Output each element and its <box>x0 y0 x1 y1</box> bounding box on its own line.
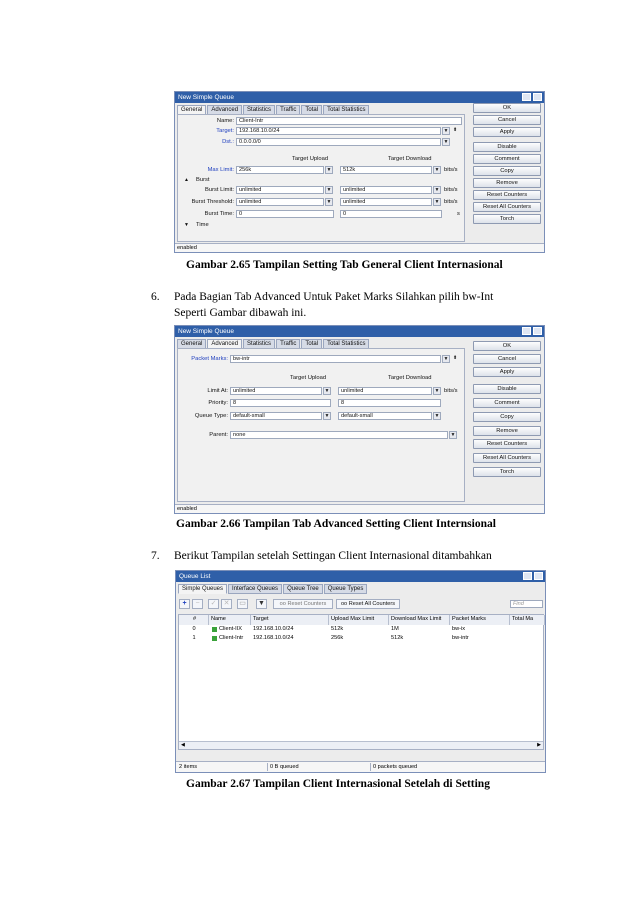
row-target: 192.168.10.0/24 <box>253 635 294 641</box>
form-panel <box>177 348 465 502</box>
target-upload-header: Target Upload <box>290 375 327 381</box>
minimize-button[interactable] <box>522 93 531 101</box>
packet-marks-field[interactable]: bw-intr <box>230 355 441 363</box>
priority-label: Priority: <box>208 400 228 406</box>
row-number: 0 <box>192 626 196 632</box>
filter-icon[interactable]: ▼ <box>256 599 267 609</box>
max-limit-download-field[interactable]: 512k <box>340 166 432 174</box>
limit-at-label: Limit At: <box>207 388 228 394</box>
step-6-number: 6. <box>151 291 160 303</box>
row-upload: 256k <box>331 635 344 641</box>
burst-limit-download-field[interactable]: unlimited <box>340 186 432 194</box>
row-marks: bw-intr <box>452 635 469 641</box>
target-download-header: Target Download <box>388 156 432 162</box>
cancel-button[interactable]: Cancel <box>473 354 541 364</box>
limit-at-unit: bits/s <box>444 388 458 394</box>
limit-at-upload-field[interactable]: unlimited <box>230 387 322 395</box>
window-title: Queue List <box>176 571 545 582</box>
status-bar <box>176 761 545 772</box>
step-6-text-line1: Pada Bagian Tab Advanced Untuk Paket Marks Silahkan pilih bw-Int <box>174 291 494 303</box>
add-icon[interactable]: + <box>179 599 190 609</box>
row-number: 1 <box>192 635 196 641</box>
horizontal-scrollbar[interactable] <box>179 741 543 749</box>
col-header-download-max-limit[interactable]: Download Max Limit <box>389 615 450 625</box>
burst-limit-unit: bits/s <box>444 187 458 193</box>
tab-total[interactable]: Total <box>301 105 322 115</box>
col-header-total-max[interactable]: Total Ma <box>510 615 545 625</box>
ok-button[interactable]: OK <box>473 103 541 113</box>
burst-threshold-upload-field[interactable]: unlimited <box>236 198 324 206</box>
burst-threshold-download-dropdown-icon[interactable]: ▼ <box>434 199 440 205</box>
step-7-text-line1: Berikut Tampilan setelah Settingan Client Internasional ditambahkan <box>174 550 492 562</box>
queue-icon <box>212 636 217 641</box>
parent-label: Parent: <box>209 432 228 438</box>
ok-button[interactable]: OK <box>473 341 541 351</box>
row-target: 192.168.10.0/24 <box>253 626 294 632</box>
apply-button[interactable]: Apply <box>473 127 541 137</box>
dst-field[interactable]: 0.0.0.0/0 <box>236 138 441 146</box>
tab-traffic[interactable]: Traffic <box>276 105 300 115</box>
packet-marks-label: Packet Marks: <box>191 356 228 362</box>
reset-counters-button[interactable]: Reset Counters <box>473 190 541 200</box>
status-items: 2 items <box>179 764 198 770</box>
burst-threshold-upload-dropdown-icon[interactable]: ▼ <box>326 199 332 205</box>
new-simple-queue-window-general <box>174 91 545 253</box>
reset-all-counters-button[interactable]: Reset All Counters <box>473 202 541 212</box>
col-header-name[interactable]: Name <box>209 615 251 625</box>
remove-button[interactable]: Remove <box>473 426 541 436</box>
window-title: New Simple Queue <box>175 92 544 103</box>
tab-statistics[interactable]: Statistics <box>243 339 275 349</box>
target-field[interactable]: 192.168.10.0/24 <box>236 127 441 135</box>
col-header-target[interactable]: Target <box>251 615 329 625</box>
max-limit-upload-field[interactable]: 256k <box>236 166 324 174</box>
burst-time-label: Burst Time: <box>204 211 234 217</box>
queue-type-upload-field[interactable]: default-small <box>230 412 322 420</box>
tab-advanced[interactable]: Advanced <box>207 105 242 115</box>
caption-figure-2-66: Gambar 2.66 Tampilan Tab Advanced Setting Client Internsional <box>176 518 496 530</box>
burst-collapse-icon[interactable]: ▲ <box>184 177 189 183</box>
tab-advanced[interactable]: Advanced <box>207 339 242 349</box>
table-row[interactable] <box>179 625 545 634</box>
reset-all-counters-icon: oo <box>340 601 348 607</box>
disable-button[interactable]: Disable <box>473 142 541 152</box>
caption-figure-2-67: Gambar 2.67 Tampilan Client Internasional Setelah di Setting <box>186 778 490 790</box>
packet-marks-dropdown-icon[interactable]: ▼ <box>443 356 449 362</box>
burst-time-download-field[interactable]: 0 <box>340 210 442 218</box>
step-6-text-line2: Seperti Gambar dibawah ini. <box>174 307 307 319</box>
reset-counters-label: Reset Counters <box>287 601 327 607</box>
max-limit-unit: bits/s <box>444 167 458 173</box>
reset-counters-button[interactable]: Reset Counters <box>473 439 541 449</box>
table-row[interactable] <box>179 634 545 643</box>
remove-icon[interactable]: − <box>192 599 203 609</box>
queue-type-download-dropdown-icon[interactable]: ▼ <box>434 413 440 419</box>
close-button[interactable] <box>534 572 543 580</box>
form-panel <box>177 114 465 242</box>
burst-limit-label: Burst Limit: <box>205 187 234 193</box>
col-header-packet-marks[interactable]: Packet Marks <box>450 615 510 625</box>
queue-type-upload-dropdown-icon[interactable]: ▼ <box>324 413 330 419</box>
remove-button[interactable]: Remove <box>473 178 541 188</box>
priority-download-field[interactable]: 8 <box>338 399 441 407</box>
window-title: New Simple Queue <box>175 326 544 337</box>
status-bar: enabled <box>175 504 544 513</box>
row-name: Client-IIX <box>219 626 243 632</box>
tab-queue-types[interactable]: Queue Types <box>324 584 368 594</box>
toolbar <box>178 598 544 611</box>
row-download: 1M <box>391 626 399 632</box>
close-button[interactable] <box>533 93 542 101</box>
target-label: Target: <box>216 128 234 134</box>
burst-section-label: Burst <box>196 177 210 183</box>
col-header-upload-max-limit[interactable]: Upload Max Limit <box>329 615 389 625</box>
max-limit-upload-dropdown-icon[interactable]: ▼ <box>326 167 332 173</box>
queue-type-download-field[interactable]: default-small <box>338 412 432 420</box>
new-simple-queue-window-advanced <box>174 325 545 514</box>
queue-table <box>178 614 544 750</box>
tab-total-statistics[interactable]: Total Statistics <box>323 105 369 115</box>
max-limit-label: Max Limit: <box>207 167 234 173</box>
apply-button[interactable]: Apply <box>473 367 541 377</box>
status-packets: 0 packets queued <box>370 763 417 771</box>
disable-button[interactable]: Disable <box>473 384 541 394</box>
row-upload: 512k <box>331 626 344 632</box>
reset-counters-button[interactable] <box>273 599 333 609</box>
name-label: Name: <box>216 118 234 124</box>
tab-total-statistics[interactable]: Total Statistics <box>323 339 369 349</box>
enable-icon[interactable]: ✓ <box>208 599 219 609</box>
queue-icon <box>212 627 217 632</box>
minimize-button[interactable] <box>523 572 532 580</box>
row-marks: bw-ix <box>452 626 466 632</box>
parent-dropdown-icon[interactable]: ▼ <box>450 432 456 438</box>
target-dropdown-icon[interactable]: ▼ <box>443 128 449 134</box>
burst-limit-download-dropdown-icon[interactable]: ▼ <box>434 187 440 193</box>
tab-simple-queues[interactable]: Simple Queues <box>178 584 227 594</box>
burst-time-unit: s <box>457 211 460 217</box>
close-button[interactable] <box>533 327 542 335</box>
limit-at-upload-dropdown-icon[interactable]: ▼ <box>324 388 330 394</box>
comment-button[interactable]: Comment <box>473 154 541 164</box>
dst-label: Dst.: <box>222 139 234 145</box>
burst-threshold-label: Burst Threshold: <box>191 199 234 205</box>
parent-field[interactable]: none <box>230 431 448 439</box>
comment-icon[interactable]: ▭ <box>237 599 248 609</box>
minimize-button[interactable] <box>522 327 531 335</box>
target-upload-header: Target Upload <box>292 156 329 162</box>
reset-all-counters-button[interactable]: Reset All Counters <box>473 453 541 463</box>
comment-button[interactable]: Comment <box>473 398 541 408</box>
cancel-button[interactable]: Cancel <box>473 115 541 125</box>
disable-icon[interactable]: ✕ <box>221 599 232 609</box>
col-header-number[interactable]: # <box>179 615 209 625</box>
burst-limit-upload-dropdown-icon[interactable]: ▼ <box>326 187 332 193</box>
burst-threshold-download-field[interactable]: unlimited <box>340 198 432 206</box>
tab-queue-tree[interactable]: Queue Tree <box>283 584 323 594</box>
row-name: Client-Intr <box>219 635 244 641</box>
status-bar: enabled <box>175 243 544 252</box>
priority-upload-field[interactable]: 8 <box>230 399 331 407</box>
scroll-right-icon[interactable]: ▶ <box>537 742 541 748</box>
caption-figure-2-65: Gambar 2.65 Tampilan Setting Tab General Client Internasional <box>186 259 503 271</box>
tab-traffic[interactable]: Traffic <box>276 339 300 349</box>
burst-threshold-unit: bits/s <box>444 199 458 205</box>
name-field[interactable]: Client-Intr <box>236 117 462 125</box>
updown-icon[interactable]: ⬍ <box>453 127 458 133</box>
dst-dropdown-icon[interactable]: ▼ <box>443 139 449 145</box>
max-limit-download-dropdown-icon[interactable]: ▼ <box>434 167 440 173</box>
queue-type-label: Queue Type: <box>194 413 228 419</box>
queue-list-window <box>175 570 546 773</box>
find-input[interactable]: Find <box>510 600 543 608</box>
time-expand-icon[interactable]: ▼ <box>184 222 189 228</box>
scroll-left-icon[interactable]: ◀ <box>181 742 185 748</box>
updown-icon[interactable]: ⬍ <box>453 355 458 361</box>
tab-total[interactable]: Total <box>301 339 322 349</box>
torch-button[interactable]: Torch <box>473 467 541 477</box>
target-download-header: Target Download <box>388 375 432 381</box>
tab-interface-queues[interactable]: Interface Queues <box>228 584 282 594</box>
limit-at-download-field[interactable]: unlimited <box>338 387 432 395</box>
torch-button[interactable]: Torch <box>473 214 541 224</box>
copy-button[interactable]: Copy <box>473 412 541 422</box>
burst-limit-upload-field[interactable]: unlimited <box>236 186 324 194</box>
row-download: 512k <box>391 635 404 641</box>
reset-all-counters-button[interactable] <box>336 599 400 609</box>
tab-general[interactable]: General <box>177 339 206 349</box>
time-section-label: Time <box>196 222 209 228</box>
burst-time-upload-field[interactable]: 0 <box>236 210 334 218</box>
limit-at-download-dropdown-icon[interactable]: ▼ <box>434 388 440 394</box>
tab-general[interactable]: General <box>177 105 206 115</box>
tab-statistics[interactable]: Statistics <box>243 105 275 115</box>
copy-button[interactable]: Copy <box>473 166 541 176</box>
step-7-number: 7. <box>151 550 160 562</box>
reset-counters-icon: oo <box>279 601 286 607</box>
reset-all-counters-label: Reset All Counters <box>348 601 396 607</box>
status-bytes: 0 B queued <box>267 763 299 771</box>
tab-bar <box>178 584 368 594</box>
